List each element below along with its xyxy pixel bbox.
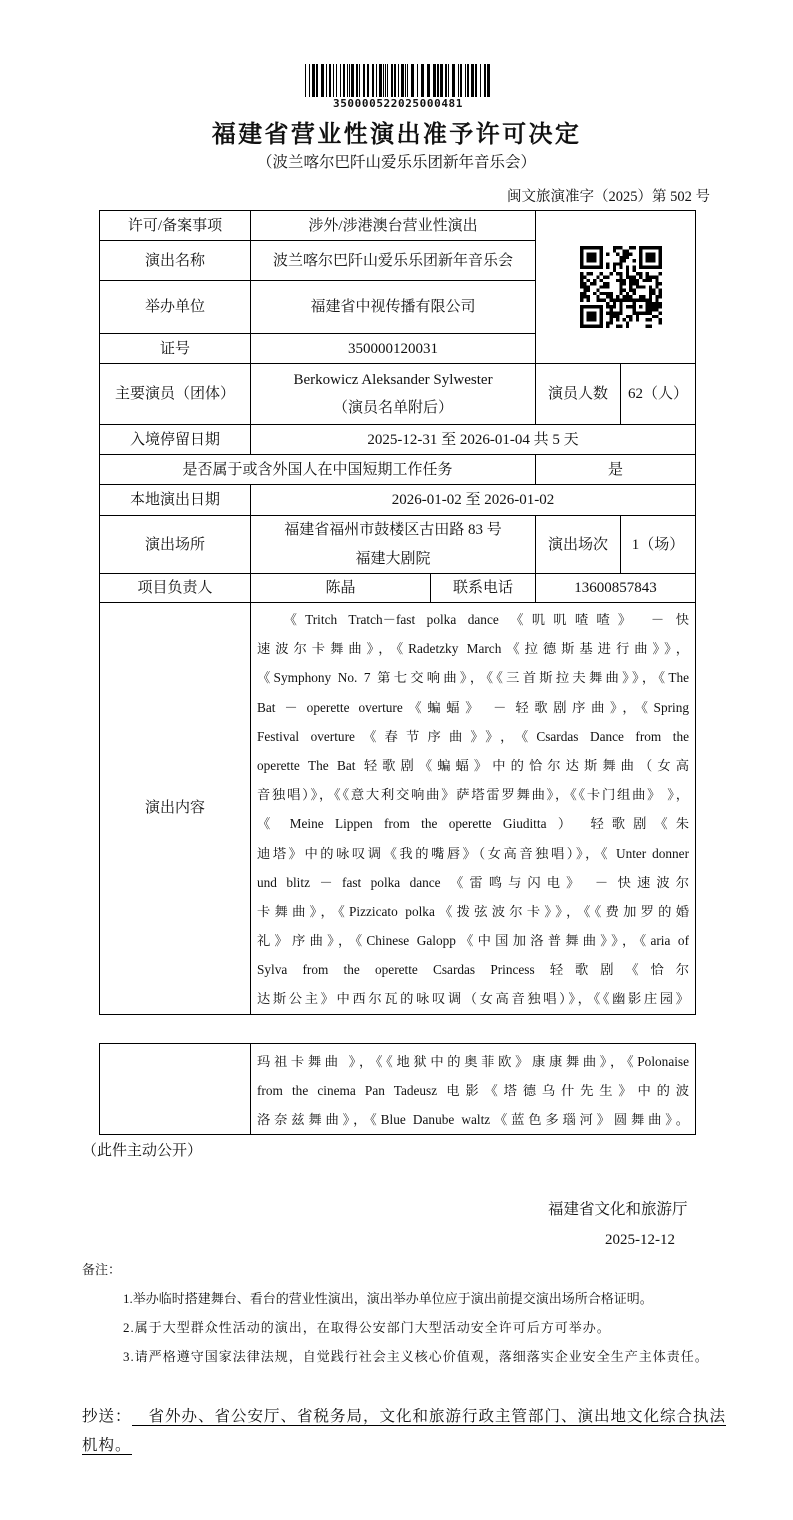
row-foreign-work — [100, 455, 696, 485]
manager-label: 项目负责人 — [100, 574, 251, 603]
phone-label: 联系电话 — [431, 574, 536, 603]
permit-type-label: 许可/备案事项 — [100, 211, 251, 241]
row-manager — [100, 574, 696, 603]
venue-value — [251, 516, 536, 574]
entry-stay-label: 入境停留日期 — [100, 425, 251, 455]
foreign-work-value: 是 — [536, 455, 696, 485]
cc-label: 抄送： — [82, 1408, 132, 1425]
cc-recipients: 省外办、省公安厅、省税务局，文化和旅游行政主管部门、演出地文化综合执法 — [132, 1408, 727, 1426]
show-count-value: 1（场） — [621, 516, 696, 574]
cc-line — [82, 1405, 726, 1429]
content-line: 《 Meine Lippen from the operette Giuditta ） 轻歌剧《朱 — [257, 816, 690, 832]
show-count-label: 演出场次 — [536, 516, 621, 574]
content-line: 卡舞曲》，《Pizzicato polka《拨弦波尔卡》》，《《费加罗的婚 — [257, 903, 690, 919]
row-permit-type — [100, 211, 696, 241]
document-subtitle: （波兰喀尔巴阡山爱乐乐团新年音乐会） — [256, 154, 536, 171]
document-number: 闽文旅演准字（2025）第 502 号 — [507, 189, 710, 205]
local-dates-value: 2026-01-02 至 2026-01-02 — [251, 485, 696, 516]
content-line: 音独唱）》，《《意大利交响曲》萨塔雷罗舞曲》，《《卡门组曲》 》， — [257, 787, 690, 803]
performer-count-value: 62（人） — [621, 364, 696, 425]
content-line: 玛祖卡舞曲 》，《《地狱中的奥菲欧》康康舞曲》，《Polonaise — [257, 1054, 689, 1069]
entry-stay-value: 2025-12-31 至 2026-01-04 共 5 天 — [251, 425, 696, 455]
barcode — [305, 64, 491, 97]
content-value — [251, 603, 696, 1015]
remarks-label: 备注： — [82, 1262, 122, 1277]
organizer-label: 举办单位 — [100, 281, 251, 334]
content-line: 礼》序曲》，《Chinese Galopp《中国加洛普舞曲》》，《aria of — [257, 933, 690, 949]
permit-table — [99, 210, 696, 1015]
content-line: from the cinema Pan Tadeusz 电影《塔德乌什先生》中的波 — [257, 1083, 689, 1098]
document-title: 福建省营业性演出准予许可决定 — [211, 122, 582, 148]
foreign-work-label: 是否属于或含外国人在中国短期工作任务 — [100, 455, 536, 485]
permit-type-value: 涉外/涉港澳台营业性演出 — [251, 211, 536, 241]
qr-code-cell — [536, 211, 696, 364]
cc-line — [82, 1434, 132, 1458]
row-main-performers — [100, 364, 696, 425]
license-no-value: 350000120031 — [251, 334, 536, 364]
barcode-number: 350000522025000481 — [332, 97, 463, 110]
content-continued-value — [251, 1044, 696, 1135]
content-label: 演出内容 — [100, 603, 251, 1015]
content-line: 《Tritch Tratch－fast polka dance 《叽叽喳喳》 － 快 — [283, 612, 690, 627]
show-name-label: 演出名称 — [100, 241, 251, 281]
remark-item: 2.属于大型群众性活动的演出，在取得公安部门大型活动安全许可后方可举办。 — [123, 1320, 611, 1335]
phone-value: 13600857843 — [536, 574, 696, 603]
row-local-dates — [100, 485, 696, 516]
continuation-empty-cell — [100, 1044, 251, 1135]
remark-item: 3.请严格遵守国家法律法规，自觉践行社会主义核心价值观，落细落实企业安全生产主体责任。 — [123, 1349, 709, 1364]
main-performers-label: 主要演员（团体） — [100, 364, 251, 425]
performer-list-note: （演员名单附后） — [333, 400, 454, 416]
content-continuation-table — [99, 1043, 696, 1135]
row-entry-stay — [100, 425, 696, 455]
content-line: 速波尔卡舞曲》，《Radetzky March《拉德斯基进行曲》》， — [257, 641, 690, 657]
venue-name: 福建大剧院 — [355, 550, 431, 567]
venue-address: 福建省福州市鼓楼区古田路 83 号 — [284, 522, 502, 538]
venue-label: 演出场所 — [100, 516, 251, 574]
content-line: 达斯公主》中西尔瓦的咏叹调（女高音独唱）》，《《幽影庄园》 — [257, 991, 690, 1007]
row-content-continued — [100, 1044, 696, 1135]
row-venue — [100, 516, 696, 574]
issue-date: 2025-12-12 — [605, 1232, 675, 1248]
performer-count-label: 演员人数 — [536, 364, 621, 425]
local-dates-label: 本地演出日期 — [100, 485, 251, 516]
content-line: 洛奈兹舞曲》，《Blue Danube waltz《蓝色多瑙河》圆舞曲》。 — [257, 1112, 689, 1127]
content-line: Festival overture《春节序曲》》，《Csardas Dance from the — [257, 728, 690, 744]
content-line: 迪塔》中的咏叹调《我的嘴唇》（女高音独唱）》，《 Unter donner — [257, 845, 690, 861]
qr-code — [580, 246, 662, 328]
content-line: und blitz － fast polka dance 《雷鸣与闪电》 － 快速波尔 — [257, 874, 690, 890]
manager-value: 陈晶 — [251, 574, 431, 603]
license-no-label: 证号 — [100, 334, 251, 364]
main-performer-name: Berkowicz Aleksander Sylwester — [293, 372, 493, 388]
public-disclosure-note: （此件主动公开） — [82, 1143, 203, 1159]
content-line: Bat － operette overture《蝙蝠》 － 轻歌剧序曲》，《Spring — [257, 699, 690, 715]
content-line: Sylva from the operette Csardas Princess 轻歌剧《恰尔 — [257, 962, 690, 978]
content-line: 《Symphony No. 7 第七交响曲》，《《三首斯拉夫舞曲》》，《The — [257, 670, 690, 686]
show-name-value: 波兰喀尔巴阡山爱乐乐团新年音乐会 — [251, 241, 536, 281]
main-performers-value — [251, 364, 536, 425]
organizer-value: 福建省中视传播有限公司 — [251, 281, 536, 334]
row-content — [100, 603, 696, 1015]
content-line: operette The Bat 轻歌剧《蝙蝠》中的恰尔达斯舞曲（女高 — [257, 757, 690, 773]
cc-recipients-continued: 机构。 — [82, 1437, 132, 1454]
remark-item: 1.举办临时搭建舞台、看台的营业性演出，演出举办单位应于演出前提交演出场所合格证明。 — [123, 1291, 653, 1306]
issuing-authority: 福建省文化和旅游厅 — [548, 1201, 688, 1218]
